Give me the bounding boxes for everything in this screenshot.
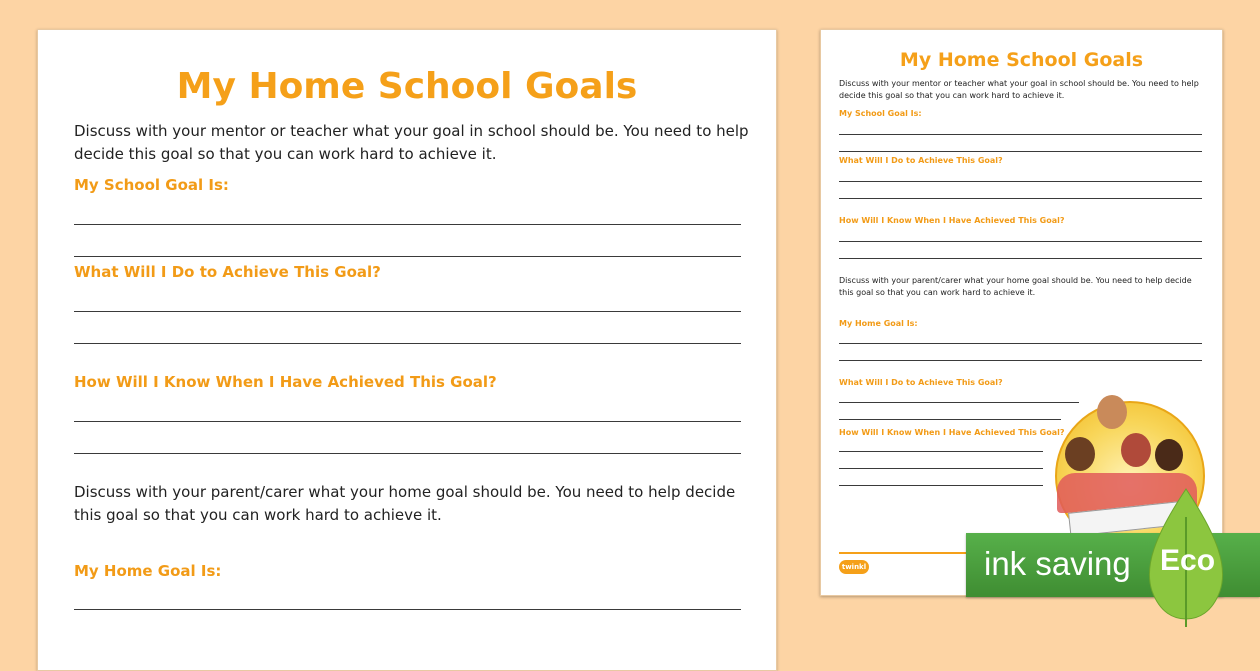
writing-line [74,256,741,257]
writing-line [839,468,1043,469]
writing-line [839,241,1202,242]
preview-heading-what-will-i-do: What Will I Do to Achieve This Goal? [839,156,1003,165]
writing-line [839,134,1202,135]
worksheet-page-large [37,29,777,671]
preview-heading-what-will-i-do-2: What Will I Do to Achieve This Goal? [839,378,1003,387]
child-head [1065,437,1095,471]
heading-home-goal: My Home Goal Is: [74,562,222,580]
heading-how-will-i-know: How Will I Know When I Have Achieved This Goal? [74,373,497,391]
home-intro-text: Discuss with your parent/carer what your home goal should be. You need to help decide this goal so that you can work hard to achieve it. [74,483,736,524]
preview-heading-how-will-i-know-2: How Will I Know When I Have Achieved This Goal? [839,428,1065,437]
child-head [1097,395,1127,429]
writing-line [839,451,1043,452]
child-head [1155,439,1183,471]
page-title: My Home School Goals [176,66,638,107]
eco-label: Eco [1160,544,1216,577]
twinkl-logo: twinkl [839,560,869,574]
writing-line [74,453,741,454]
preview-intro-text: Discuss with your mentor or teacher what your goal in school should be. You need to help decide this goal so that you can work hard to achieve it. [839,79,1199,100]
writing-line [74,609,741,610]
writing-line [839,402,1079,403]
writing-line [839,181,1202,182]
writing-line [839,198,1202,199]
writing-line [74,343,741,344]
writing-line [839,485,1043,486]
ink-saving-text: ink saving [984,545,1131,582]
writing-line [839,360,1202,361]
writing-line [74,224,741,225]
preview-heading-school-goal: My School Goal Is: [839,109,922,118]
heading-school-goal: My School Goal Is: [74,176,229,194]
preview-heading-how-will-i-know: How Will I Know When I Have Achieved This Goal? [839,216,1065,225]
writing-line [839,151,1202,152]
preview-heading-home-goal: My Home Goal Is: [839,319,918,328]
intro-text: Discuss with your mentor or teacher what your goal in school should be. You need to help decide this goal so that you can work hard to achieve it. [74,122,749,163]
child-head [1121,433,1151,467]
writing-line [839,258,1202,259]
writing-line [74,421,741,422]
heading-what-will-i-do: What Will I Do to Achieve This Goal? [74,263,381,281]
preview-home-intro-text: Discuss with your parent/carer what your home goal should be. You need to help decide this goal so that you can work hard to achieve it. [839,276,1192,297]
preview-title: My Home School Goals [899,49,1144,71]
writing-line [839,343,1202,344]
writing-line [839,419,1061,420]
writing-line [74,311,741,312]
